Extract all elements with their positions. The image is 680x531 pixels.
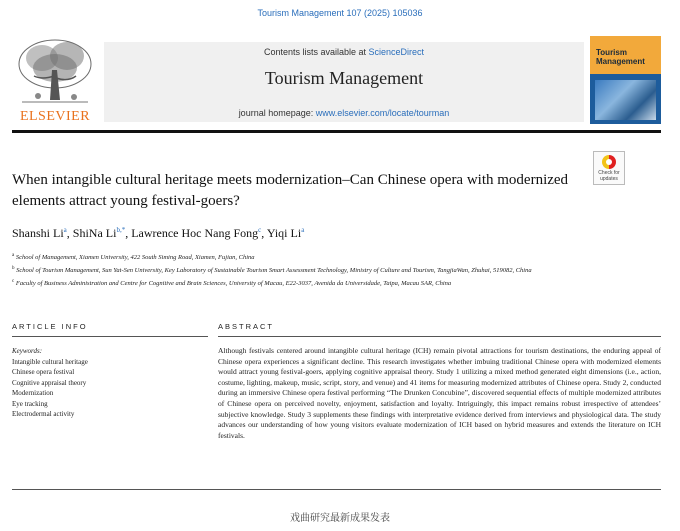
- keywords-block: [12, 346, 88, 420]
- affiliation-text: School of Management, Xiamen University, 422 South Siming Road, Xiamen, Fujian, China: [15, 254, 255, 261]
- journal-title: Tourism Management: [264, 68, 424, 88]
- crossmark-icon: [602, 155, 616, 169]
- author-affil-mark[interactable]: a: [63, 226, 67, 234]
- author-affil-mark[interactable]: a: [301, 226, 305, 234]
- affiliation-mark: c: [12, 279, 15, 284]
- affiliation-list: [12, 250, 652, 289]
- abstract-text: Although festivals centered around intangible cultural heritage (ICH) remain pivotal attractions for tourism destinations, the enduring appeal of Chinese opera experiences a significant decline. This research investigates whether imbuing traditional Chinese opera with modernized elements would attract young festival-goers, applying cognitive appraisal theory. Study 1 utilizing a mixed method generated eight dimensions (i.e., action, costume, lighting, makeup, music, script, story, and venue) and 41 items for measuring modernized attributes of Chinese opera. Study 2, conducted during an immersive Chinese opera festival performing “The Drunken Concubine”, discovered sequential effects of multiple modernized attributes of Chinese opera on perceived novelty, enjoyment, satisfaction and loyalty. Intriguingly, this impact remains robust irrespective of attendees’ subjective knowledge. Study 3 supplements these findings with interpretative evidence derived from interviews and physiological data. The study advances our understanding of how young visitors evaluate modernization of ICH based on hybrid measures and extends the literature on ICH festivals.: [218, 346, 661, 440]
- author-separator: ,: [261, 226, 267, 240]
- author-affil-mark[interactable]: c: [258, 226, 262, 234]
- image-caption: 戏曲研究最新成果发表: [290, 513, 390, 524]
- author-name: Shanshi Li: [12, 226, 64, 240]
- sciencedirect-link[interactable]: ScienceDirect: [368, 47, 425, 57]
- homepage-prefix: journal homepage:: [238, 108, 316, 118]
- keyword-item: Intangible cultural heritage: [12, 357, 88, 366]
- cover-title-line1: Tourism: [596, 48, 627, 57]
- author-separator: ,: [125, 226, 132, 240]
- affiliation-a: [12, 250, 652, 263]
- author-1[interactable]: [12, 226, 73, 240]
- crossmark-label: [594, 170, 624, 182]
- keyword-item: Modernization: [12, 389, 54, 397]
- cover-photo: [595, 80, 656, 120]
- keywords-label: Keywords:: [12, 347, 43, 355]
- journal-header: [12, 36, 661, 126]
- journal-citation[interactable]: Tourism Management 107 (2025) 105036: [257, 8, 423, 18]
- journal-homepage-link[interactable]: www.elsevier.com/locate/tourman: [315, 108, 450, 118]
- abstract-heading: ABSTRACT: [218, 322, 275, 331]
- article-info-heading: ARTICLE INFO: [12, 322, 88, 331]
- journal-cover[interactable]: [590, 36, 661, 124]
- keyword-item: Electrodermal activity: [12, 410, 75, 418]
- journal-info-box: [104, 42, 584, 122]
- homepage-line: [104, 108, 584, 118]
- elsevier-logo[interactable]: [12, 36, 98, 126]
- author-3[interactable]: [131, 226, 267, 240]
- elsevier-tree-icon: [12, 36, 98, 108]
- author-name: ShiNa Li: [72, 226, 117, 240]
- author-4[interactable]: [267, 226, 304, 240]
- keyword-item: Eye tracking: [12, 399, 48, 408]
- author-separator: ,: [66, 226, 73, 240]
- abstract-rule: [218, 336, 661, 337]
- affiliation-text: Faculty of Business Administration and Centre for Cognitive and Brain Sciences, University of Macau, E22-3037, Avenida da Universidade, Taipa, Macau SAR, China: [15, 280, 452, 287]
- author-name: Lawrence Hoc Nang Fong: [131, 226, 259, 240]
- affiliation-mark: a: [12, 253, 15, 258]
- cover-title-line2: Management: [596, 57, 645, 66]
- crossmark-line1: Check for: [598, 170, 620, 176]
- affiliation-mark: b: [12, 266, 15, 271]
- article-title: When intangible cultural heritage meets modernization–Can Chinese opera with modernized elements attract young festival-goers?: [12, 172, 569, 209]
- keyword-item: Chinese opera festival: [12, 368, 75, 376]
- author-list: [12, 226, 304, 241]
- author-name: Yiqi Li: [266, 226, 302, 240]
- elsevier-wordmark: ELSEVIER: [19, 109, 91, 124]
- author-affil-mark[interactable]: b,*: [116, 226, 126, 234]
- cover-title: [596, 48, 645, 66]
- author-2[interactable]: [73, 226, 131, 240]
- affiliation-c: [12, 276, 652, 289]
- article-info-rule: [12, 336, 208, 337]
- bottom-rule: [12, 489, 661, 490]
- check-for-updates-button[interactable]: [593, 151, 625, 185]
- contents-line: [104, 47, 584, 57]
- keyword-item: Cognitive appraisal theory: [12, 378, 87, 387]
- affiliation-b: [12, 263, 652, 276]
- crossmark-line2: updates: [600, 176, 618, 182]
- affiliation-text: School of Tourism Management, Sun Yat-Sen University, Key Laboratory of Sustainable Tourism Smart Assessment Technology, Ministry of Culture and Tourism, TangjiaWan, Zhuhai, 519082, China: [16, 267, 532, 274]
- header-rule: [12, 130, 661, 133]
- contents-prefix: Contents lists available at: [263, 47, 369, 57]
